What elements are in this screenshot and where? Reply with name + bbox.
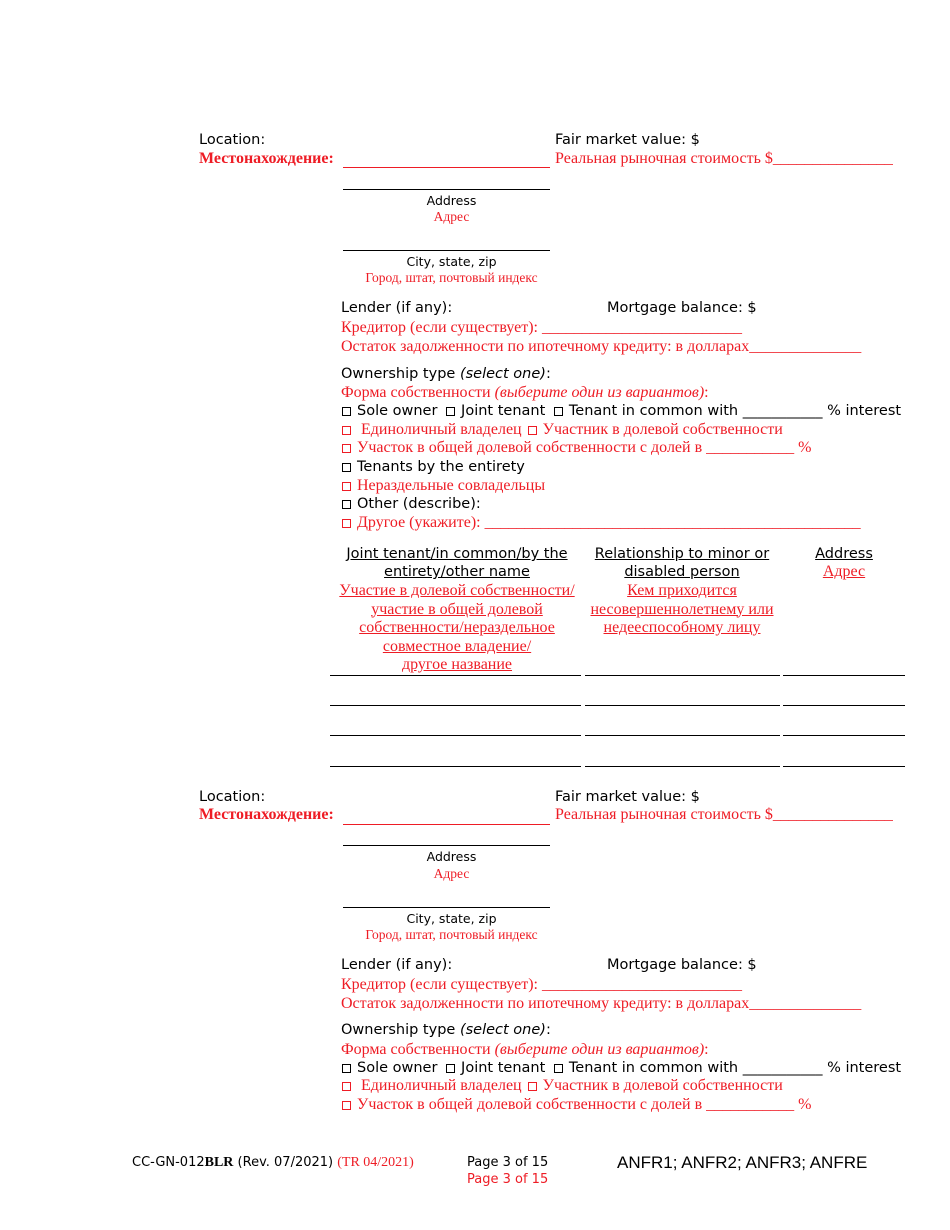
table-cell-relationship[interactable] xyxy=(585,735,780,736)
tenant-in-common-checkbox[interactable] xyxy=(554,407,563,416)
table-cell-address[interactable] xyxy=(783,735,905,736)
address-caption-ru: Адрес xyxy=(433,209,470,224)
ownership-type-heading-ru: Форма собственности (выберите один из вариантов): xyxy=(341,1041,709,1058)
joint-tenant-checkbox-ru[interactable] xyxy=(528,1082,537,1091)
mortgage-balance-label: Mortgage balance: $ xyxy=(607,957,757,973)
tenant-in-common-checkbox[interactable] xyxy=(554,1064,563,1073)
ownership-options-row: Sole owner Joint tenant Tenant in common with ___________ % interest xyxy=(342,1060,901,1076)
form-number: CC-GN-012BLR (Rev. 07/2021) (TR 04/2021) xyxy=(132,1155,414,1170)
lender-field-ru[interactable]: Кредитор (если существует): _________________________ xyxy=(341,319,742,336)
address-caption-ru: Адрес xyxy=(433,866,470,881)
tenants-by-entirety-row: Tenants by the entirety xyxy=(342,459,525,475)
ownership-type-heading: Ownership type (select one): xyxy=(341,1022,551,1038)
table-cell-name[interactable] xyxy=(330,735,581,736)
table-cell-address[interactable] xyxy=(783,705,905,706)
fair-market-value-label: Fair market value: $ xyxy=(555,132,700,148)
city-caption-ru: Город, штат, почтовый индекс xyxy=(365,927,538,942)
col-header-address: Address xyxy=(815,546,873,562)
location-label-ru: Местонахождение: xyxy=(199,806,334,823)
city-caption: City, state, zip xyxy=(406,254,497,269)
table-cell-relationship[interactable] xyxy=(585,675,780,676)
fair-market-value-label: Fair market value: $ xyxy=(555,789,700,805)
address-input-line[interactable] xyxy=(343,845,550,846)
sole-owner-checkbox-ru[interactable] xyxy=(342,426,351,435)
tenant-in-common-checkbox-ru[interactable] xyxy=(342,444,351,453)
city-caption: City, state, zip xyxy=(406,911,497,926)
sole-owner-checkbox[interactable] xyxy=(342,1064,351,1073)
lender-label: Lender (if any): xyxy=(341,300,453,316)
lender-field-ru[interactable]: Кредитор (если существует): _________________________ xyxy=(341,976,742,993)
address-caption: Address xyxy=(426,849,477,864)
other-row: Other (describe): xyxy=(342,496,481,512)
joint-tenant-checkbox[interactable] xyxy=(446,407,455,416)
location-input-line[interactable] xyxy=(343,167,550,168)
location-label: Location: xyxy=(199,132,266,148)
sole-owner-checkbox-ru[interactable] xyxy=(342,1082,351,1091)
ownership-options-row-ru: Единоличный владелец Участник в долевой собственности xyxy=(342,1077,783,1095)
table-cell-name[interactable] xyxy=(330,705,581,706)
city-caption-ru: Город, штат, почтовый индекс xyxy=(365,270,538,285)
tenant-in-common-row-ru: Участок в общей долевой собственности с долей в ___________ % xyxy=(342,439,811,457)
col-header-joint-tenant: Joint tenant/in common/by the entirety/other name xyxy=(346,546,568,580)
tenants-by-entirety-checkbox-ru[interactable] xyxy=(342,482,351,491)
mortgage-field-ru[interactable]: Остаток задолженности по ипотечному кредиту: в долларах______________ xyxy=(341,995,862,1012)
page-number: Page 3 of 15 xyxy=(467,1155,549,1170)
table-cell-relationship[interactable] xyxy=(585,705,780,706)
mortgage-field-ru[interactable]: Остаток задолженности по ипотечному кредиту: в долларах______________ xyxy=(341,338,862,355)
fair-market-value-label-ru[interactable]: Реальная рыночная стоимость $_______________ xyxy=(555,806,893,823)
tenant-in-common-row-ru: Участок в общей долевой собственности с долей в ___________ % xyxy=(342,1096,811,1114)
ownership-type-heading: Ownership type (select one): xyxy=(341,366,551,382)
table-cell-address[interactable] xyxy=(783,766,905,767)
mortgage-balance-label: Mortgage balance: $ xyxy=(607,300,757,316)
col-header-relationship-ru: Кем приходится несовершеннолетнему или недееспособному лицу xyxy=(590,582,774,636)
other-checkbox[interactable] xyxy=(342,500,351,509)
joint-tenant-checkbox-ru[interactable] xyxy=(528,426,537,435)
other-checkbox-ru[interactable] xyxy=(342,519,351,528)
col-header-joint-tenant-ru: Участие в долевой собственности/ участие в общей долевой собственности/нераздельное совместное владение/ другое название xyxy=(339,582,575,673)
tenant-in-common-checkbox-ru[interactable] xyxy=(342,1101,351,1110)
location-label-ru: Местонахождение: xyxy=(199,150,334,167)
address-caption: Address xyxy=(426,193,477,208)
col-header-address-ru: Адрес xyxy=(822,563,866,580)
table-cell-name[interactable] xyxy=(330,766,581,767)
ownership-type-heading-ru: Форма собственности (выберите один из вариантов): xyxy=(341,384,709,401)
table-cell-relationship[interactable] xyxy=(585,766,780,767)
city-input-line[interactable] xyxy=(343,907,550,908)
ownership-options-row: Sole owner Joint tenant Tenant in common with ___________ % interest xyxy=(342,403,901,419)
city-input-line[interactable] xyxy=(343,250,550,251)
joint-tenant-checkbox[interactable] xyxy=(446,1064,455,1073)
col-header-relationship: Relationship to minor or disabled person xyxy=(594,546,770,580)
address-input-line[interactable] xyxy=(343,189,550,190)
location-label: Location: xyxy=(199,789,266,805)
location-input-line[interactable] xyxy=(343,824,550,825)
tenants-by-entirety-row-ru: Нераздельные совладельцы xyxy=(342,477,545,495)
form-codes: ANFR1; ANFR2; ANFR3; ANFRE xyxy=(617,1153,868,1172)
sole-owner-checkbox[interactable] xyxy=(342,407,351,416)
fair-market-value-label-ru[interactable]: Реальная рыночная стоимость $_______________ xyxy=(555,150,893,167)
other-row-ru: Другое (укажите): _______________________________________________ xyxy=(342,514,861,532)
table-cell-name[interactable] xyxy=(330,675,581,676)
tenants-by-entirety-checkbox[interactable] xyxy=(342,463,351,472)
page-number-ru: Page 3 of 15 xyxy=(467,1172,549,1187)
table-cell-address[interactable] xyxy=(783,675,905,676)
lender-label: Lender (if any): xyxy=(341,957,453,973)
ownership-options-row-ru: Единоличный владелец Участник в долевой собственности xyxy=(342,421,783,439)
